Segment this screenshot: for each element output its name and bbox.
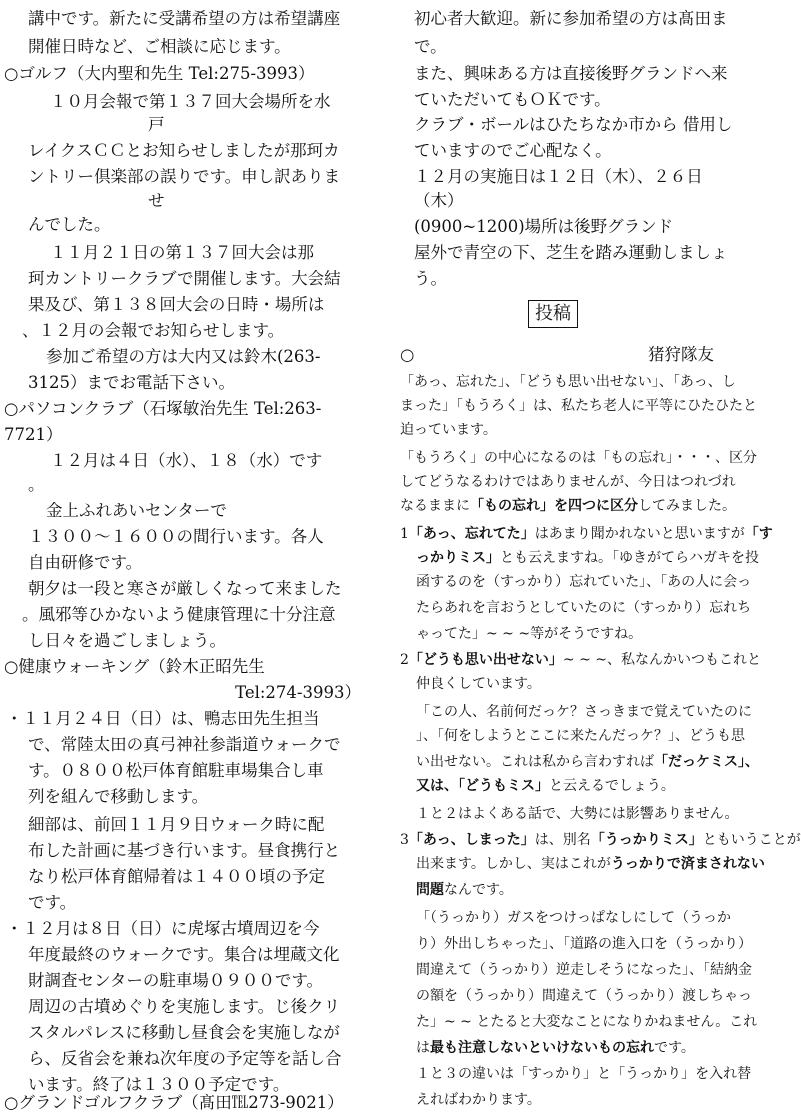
ground-golf-heading: ○グランドゴルフクラブ（髙田℡273-9021） — [4, 1093, 344, 1112]
text-line: (0900~1200)場所は後野グランド — [414, 217, 674, 236]
text-line: 年度最終のウォークです。集合は埋蔵文化 — [28, 945, 340, 964]
text-line: ・１１月２４日（日）は、鴨志田先生担当 — [6, 709, 320, 728]
text-line: で、常陸太田の真弓神社参詣道ウォークで — [28, 735, 341, 754]
text-line: です。 — [28, 893, 77, 912]
text-line: 果及び、第１３８回大会の日時・場所は — [28, 295, 325, 314]
post-line: 出来ます。しかし、実はこれがうっかりで済まされない — [416, 856, 765, 872]
text-line: 戸 — [148, 115, 165, 134]
post-line: い出せない。これは私から言わすれば「だっケミス」、 — [416, 754, 759, 770]
text-line: 初心者大歓迎。新に参加希望の方は髙田ま — [414, 9, 728, 28]
post-line: っかりミス」とも云えますね。「ゆきがてらハガキを投 — [416, 550, 759, 566]
text-line: 周辺の古墳めぐりを実施します。じ後クリ — [28, 997, 341, 1016]
post-line: 「あっ、忘れた」、「どうも思い出せない」、「あっ、し — [400, 374, 736, 390]
text-line: で。 — [414, 37, 447, 56]
text-line: ていただいてもＯＫです。 — [414, 90, 611, 109]
text-line: ・１２月は８日（日）に虎塚古墳周辺を今 — [6, 919, 320, 938]
text-line: 屋外で青空の下、芝生を踏み運動しましょ — [414, 243, 728, 262]
walking-tel: Tel:274-3993） — [235, 683, 361, 702]
text-line: また、興味ある方は直接後野グランドへ来 — [414, 64, 728, 83]
text-line: う。 — [414, 269, 447, 288]
post-line: 「この人、名前何だっケ？さっきまで覚えていたのに — [416, 704, 752, 720]
text-line: なり松戸体育館帰着は１４００頃の予定 — [28, 867, 325, 886]
post-line: 「（うっかり）ガスをつけっぱなしにして（うっか — [416, 910, 731, 926]
text-line: 。風邪等ひかないよう健康管理に十分注意 — [22, 605, 336, 624]
list-item-2: 2「どうも思い出せない」~ ~ ~、私なんかいつもこれと — [400, 652, 762, 668]
post-marker: ○ — [400, 345, 415, 364]
text-line: し日々を過ごしましょう。 — [28, 631, 226, 650]
text-line: 珂カントリークラブで開催します。大会結 — [28, 269, 341, 288]
post-line: の額を（うっかり）間違えて（うっかり）渡しちゃっ — [416, 988, 752, 1004]
text-line: 布した計画に基づき行います。昼食携行と — [28, 841, 341, 860]
text-line: 、１２月の会報でお知らせします。 — [22, 321, 285, 340]
text-line: 朝夕は一段と寒さが厳しくなって来ました — [28, 579, 342, 598]
post-line: 問題なんです。 — [416, 882, 513, 898]
text-line: す。０８００松戸体育館駐車場集合し車 — [28, 761, 324, 780]
text-line: １０月会報で第１３７回大会場所を水 — [50, 92, 331, 111]
text-line: （木） — [414, 191, 464, 210]
text-line: います。終了は１３００予定です。 — [28, 1075, 290, 1094]
text-line: 開催日時など、ご相談に応じます。 — [28, 37, 291, 56]
text-line: ら、反省会を兼ね次年度の予定等を話し合 — [28, 1049, 342, 1068]
text-line: クラブ・ボールはひたちなか市から 借用し — [414, 115, 733, 134]
section-title: 投稿 — [528, 300, 578, 328]
text-line: ントリー倶楽部の誤りです。申し訳ありま — [28, 167, 341, 186]
post-line: 間違えて（うっかり）逆走しそうになった」、「結納金 — [416, 962, 752, 978]
post-line: 函するのを（すっかり）忘れていた」、「あの人に会っ — [416, 574, 752, 590]
text-line: レイクスＣＣとお知らせしましたが那珂カ — [28, 141, 340, 160]
text-line: 。 — [28, 475, 45, 494]
text-line: 講中です。新たに受講希望の方は希望講座 — [28, 9, 341, 28]
post-line: 仲良くしています。 — [416, 676, 541, 692]
text-line: １１月２１日の第１３７回大会は那 — [50, 243, 314, 262]
post-line: 」、「何をしようとここに来たんだっケ？」、どうも思 — [416, 728, 745, 744]
text-line: 3125）までお電話下さい。 — [28, 373, 235, 392]
post-line: まった」「もうろく」は、私たち老人に平等にひたひたと — [400, 398, 757, 414]
text-line: 金上ふれあいセンターで — [46, 501, 227, 520]
text-line: せ — [148, 191, 165, 210]
post-line: ゃってた」~ ~ ~等がそうですね。 — [416, 626, 643, 642]
text-line: んでした。 — [28, 215, 111, 234]
post-line: た」~ ~ とたると大変なことになりかねません。これ — [416, 1014, 758, 1030]
text-line: 財調査センターの駐車場０９００です。 — [28, 971, 324, 990]
text-line: 参加ご希望の方は大内又は鈴木(263- — [46, 347, 321, 366]
text-line: １２月の実施日は１２日（木）、２６日 — [414, 167, 703, 186]
walking-heading: ○健康ウォーキング（鈴木正昭先生 — [4, 657, 265, 676]
post-line: たらあれを言おうとしていたのに（すっかり）忘れち — [416, 600, 752, 616]
post-line: １と２はよくある話で、大勢には影響ありません。 — [416, 806, 739, 822]
post-line: １と３の違いは「すっかり」と「うっかり」を入れ替 — [416, 1066, 752, 1082]
post-line: 「もうろく」の中心になるのは「もの忘れ」・・・、区分 — [400, 450, 757, 466]
post-line: 迫っています。 — [400, 422, 497, 438]
post-line: えればわかります。 — [416, 1092, 541, 1108]
post-line: 又は、「どうもミス」と云えるでしょう。 — [416, 778, 675, 794]
post-line: は最も注意しないといけないもの忘れです。 — [416, 1040, 695, 1056]
pc-heading: ○パソコンクラブ（石塚敏治先生 Tel:263- — [4, 399, 322, 418]
golf-heading: ○ゴルフ（大内聖和先生 Tel:275-3993） — [4, 64, 315, 83]
post-line: り）外出しちゃった」、「道路の進入口を（うっかり） — [416, 936, 752, 952]
text-line: １３００～１６００の間行います。各人 — [28, 527, 324, 546]
post-line: してどうなるわけではありませんが、今日はつれづれ — [400, 474, 736, 490]
text-line: 7721） — [4, 425, 63, 444]
text-line: ていますのでご心配なく。 — [414, 141, 612, 160]
text-line: １２月は４日（水）、１８（水）です — [50, 451, 323, 470]
text-line: スタルパレスに移動し昼食会を実施しなが — [28, 1023, 340, 1042]
list-item-3: 3「あっ、しまった」は、別名「うっかりミス」ともいうことが — [400, 832, 801, 848]
text-line: 自由研修です。 — [28, 553, 143, 572]
text-line: 列を組んで移動します。 — [28, 787, 209, 806]
post-line: なるままに「もの忘れ」を四つに区分してみました。 — [400, 498, 736, 514]
list-item-1: 1「あっ、忘れてた」はあまり聞かれないと思いますが「す — [400, 526, 773, 542]
text-line: 細部は、前回１１月９日ウォーク時に配 — [28, 815, 325, 834]
post-author: 猪狩隊友 — [648, 345, 714, 364]
